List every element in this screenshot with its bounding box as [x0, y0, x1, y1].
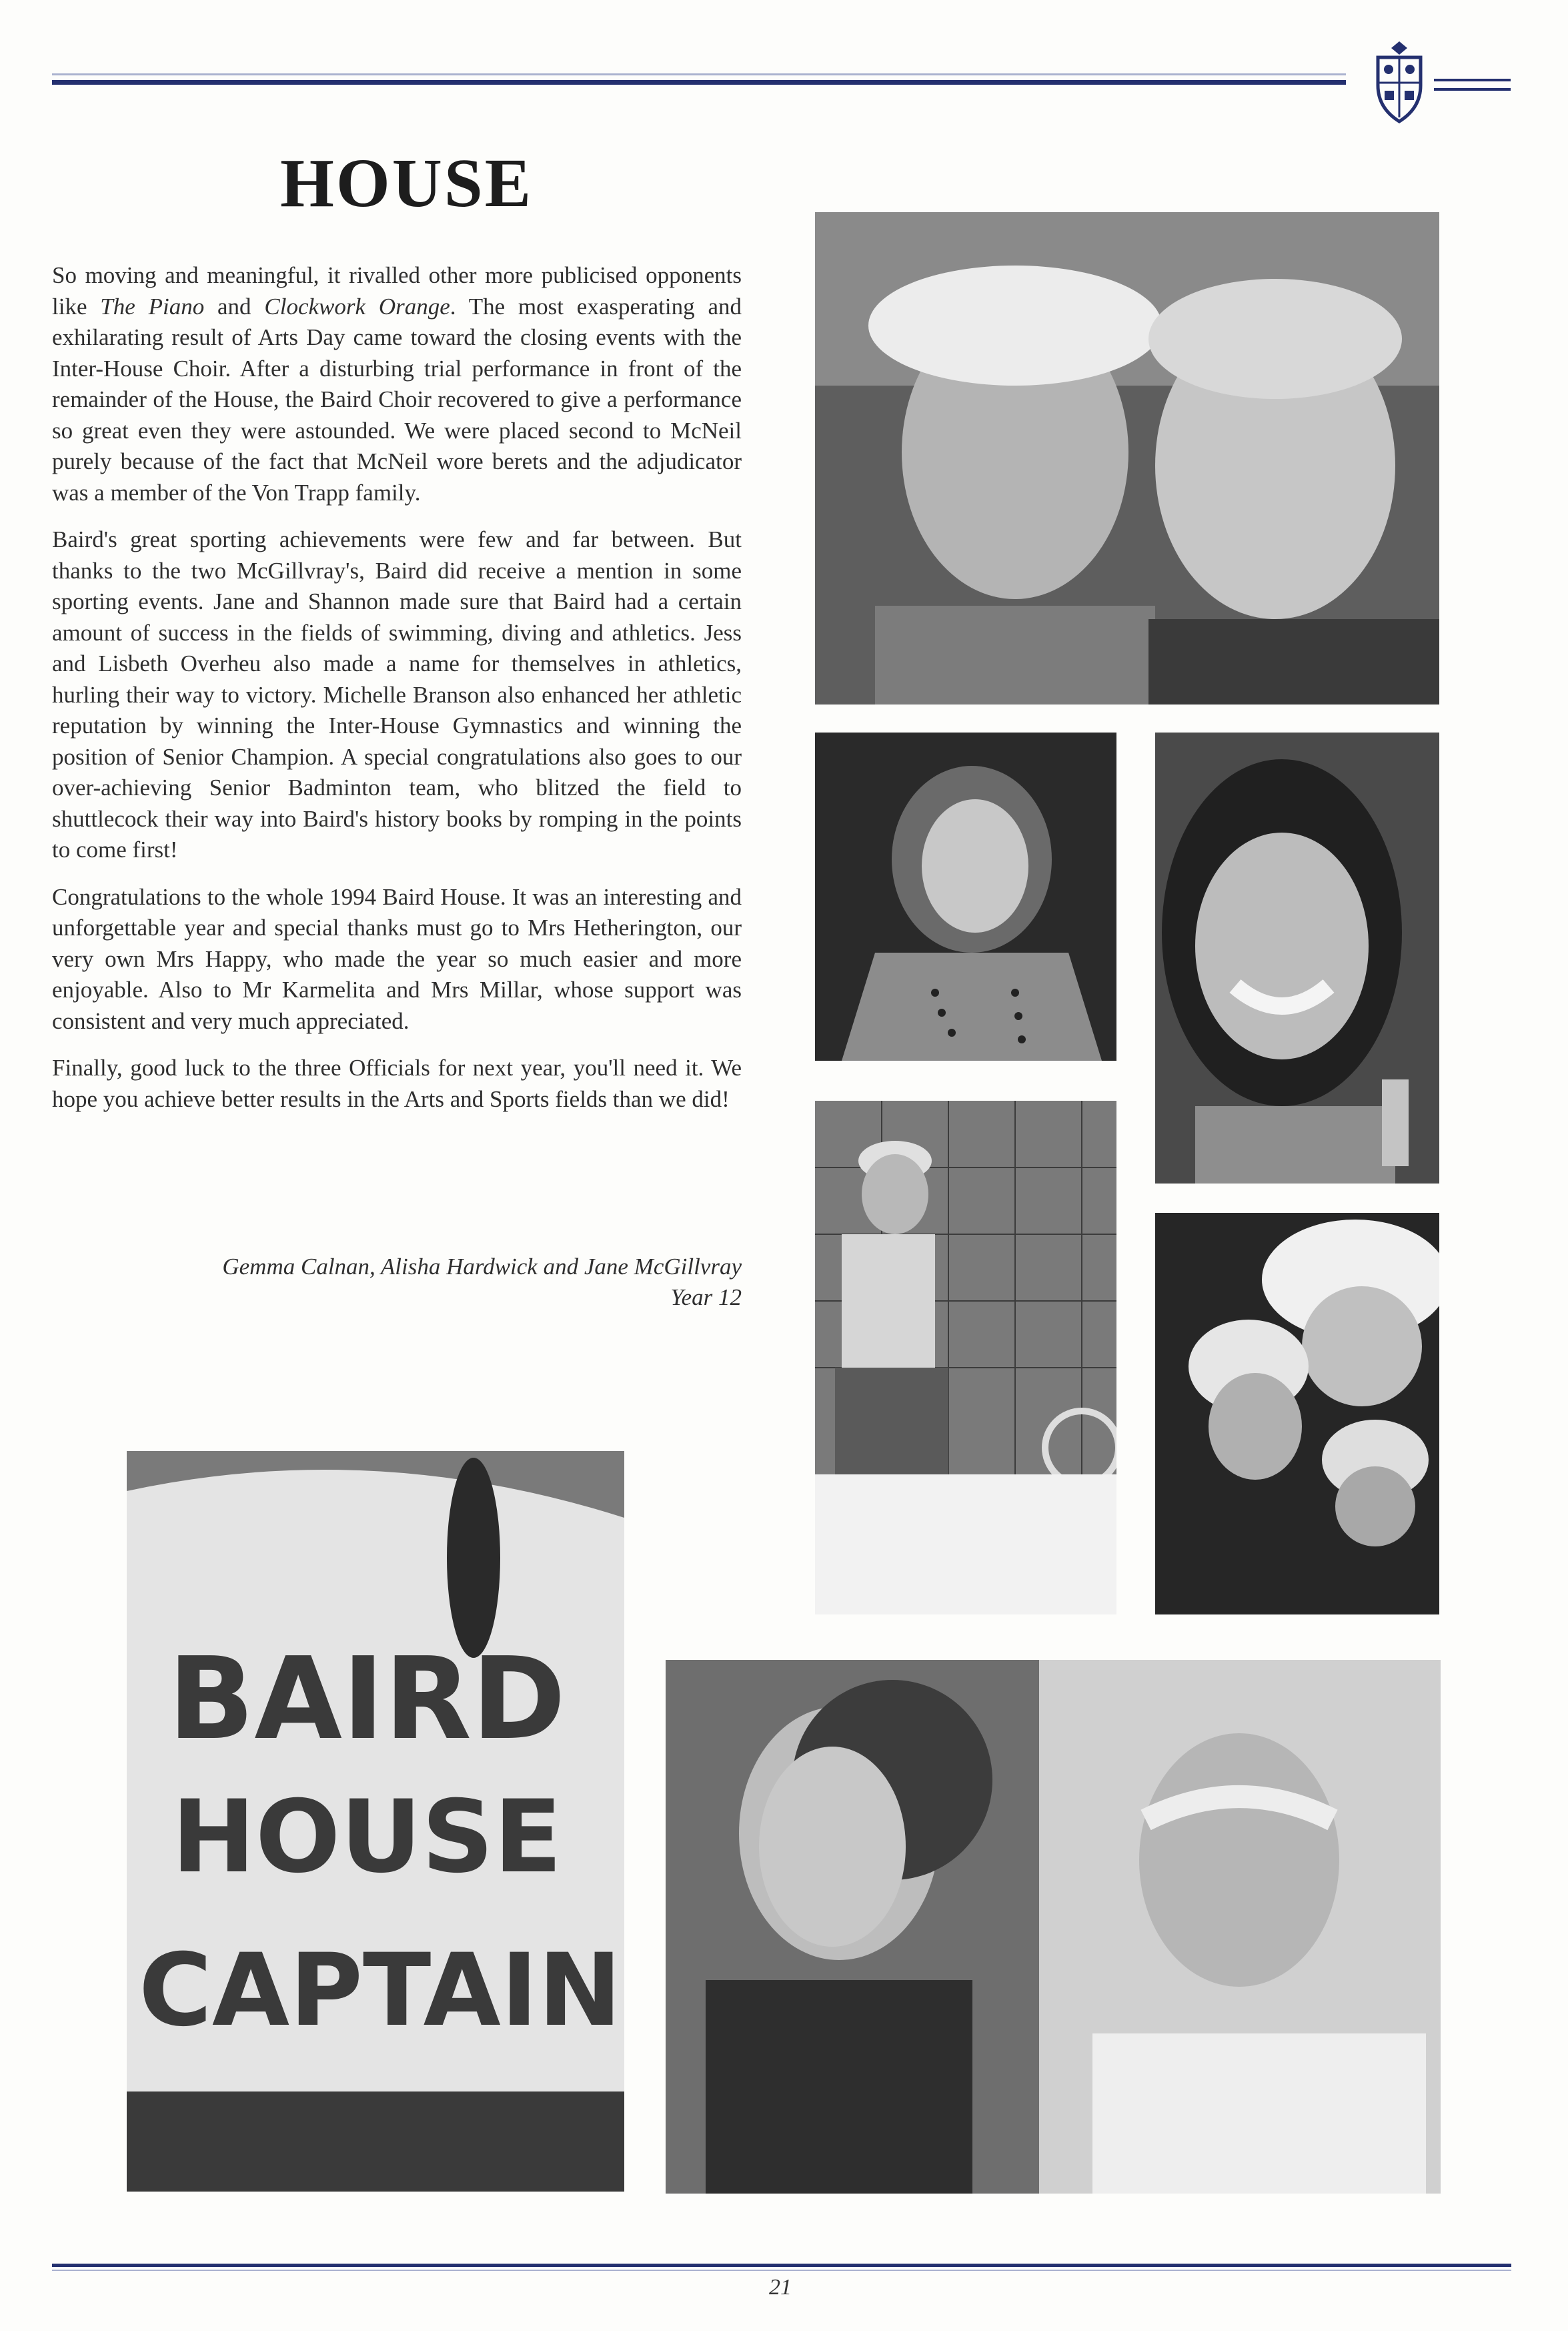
shirt-text-baird: BAIRD: [167, 1633, 566, 1765]
page-number: 21: [769, 2275, 792, 2300]
shirt-text-house: HOUSE: [171, 1779, 562, 1895]
header-rule-thick: [52, 80, 1346, 85]
article-body: [52, 260, 742, 1131]
photo-two-girls-portrait: [666, 1660, 1441, 2194]
header-rule-right-lower: [1434, 88, 1511, 91]
article-paragraph-4: Finally, good luck to the three Officials for next year, you'll need it. We hope you achieve better results in the Arts and Sports fields than we did!: [52, 1055, 742, 1112]
footer-rule-thin: [52, 2270, 1511, 2271]
paragraph-1-text-c: . The most exasperating and exhilarating result of Arts Day came toward the closing events with the Inter-House Choir. After a disturbing trial performance in front of the remainder of the House, the Baird Choir recovered to give a performance so great even they were astounded. We were placed second to McNeil purely because of the fact that McNeil wore berets and the adjudicator was a member of the Von Trapp family.: [52, 293, 742, 506]
article-paragraph-3: Congratulations to the whole 1994 Baird House. It was an interesting and unforgettable year and special thanks must go to Mrs Hetherington, our very own Mrs Happy, who made the year so much easier and more enjoyable. Also to Mr Karmelita and Mrs Millar, whose support was consistent and very much appreciated.: [52, 883, 742, 1034]
photo-two-girls-with-cap: [815, 212, 1439, 705]
photo-house-captain-shirt: [127, 1451, 624, 2192]
article-paragraph-1: [52, 260, 742, 508]
page-title: HOUSE: [280, 145, 534, 221]
shirt-text-captain: CAPTAIN: [138, 1933, 622, 2049]
paragraph-1-text-a: So moving and meaningful, it rivalled other more publicised opponents like: [52, 262, 742, 320]
footer-rule-thick: [52, 2264, 1511, 2267]
header-rule-thin: [52, 73, 1346, 75]
byline: [52, 1252, 742, 1313]
byline-year: Year 12: [670, 1284, 742, 1310]
byline-authors: Gemma Calnan, Alisha Hardwick and Jane McGillvray: [222, 1254, 742, 1280]
photo-smiling-girl-peace-sign: [1155, 733, 1439, 1184]
photo-tennis-player: [815, 1101, 1116, 1614]
film-title-the-piano: The Piano: [100, 293, 205, 320]
photo-girl-with-beads: [815, 733, 1116, 1061]
school-crest-icon: [1369, 39, 1430, 124]
paragraph-1-text-b: and: [204, 293, 265, 320]
photo-girls-in-hard-hats: [1155, 1213, 1439, 1614]
header-rule-right-upper: [1434, 79, 1511, 81]
article-paragraph-2: Baird's great sporting achievements were few and far between. But thanks to the two McGillvray's, Baird did receive a mention in some sporting events. Jane and Shannon made sure that Baird had a certain amount of success in the fields of swimming, diving and athletics. Jess and Lisbeth Overheu also made a name for themselves in athletics, hurling their way to victory. Michelle Branson also enhanced her athletic reputation by winning the Inter-House Gymnastics and winning the position of Senior Champion. A special congratulations also goes to our over-achieving Senior Badminton team, who blitzed the field to shuttlecock their way into Baird's history books by romping in the points to come first!: [52, 526, 742, 863]
film-title-clockwork-orange: Clockwork Orange: [264, 293, 450, 320]
